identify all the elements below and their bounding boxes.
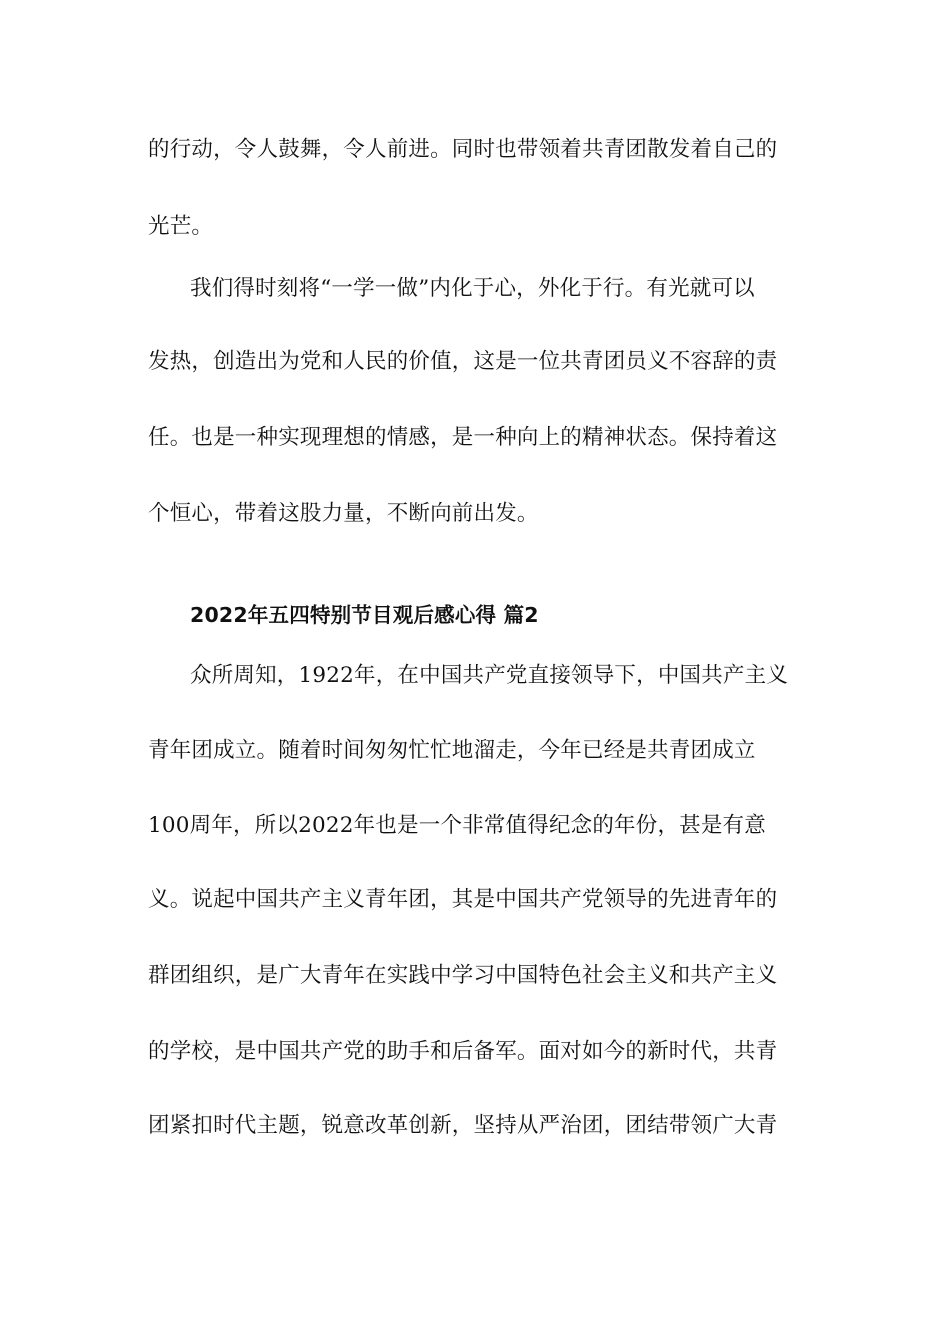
paragraph-line: 我们得时刻将“一学一做”内化于心，外化于行。有光就可以 xyxy=(190,276,755,301)
paragraph-line: 青年团成立。随着时间匆匆忙忙地溜走，今年已经是共青团成立 xyxy=(148,738,756,763)
paragraph-line: 任。也是一种实现理想的情感，是一种向上的精神状态。保持着这 xyxy=(148,425,778,450)
paragraph-line: 义。说起中国共产主义青年团，其是中国共产党领导的先进青年的 xyxy=(148,887,778,912)
section-heading: 2022年五四特别节目观后感心得 篇2 xyxy=(190,603,539,627)
paragraph-line: 团紧扣时代主题，锐意改革创新，坚持从严治团，团结带领广大青 xyxy=(148,1113,778,1138)
paragraph-line: 众所周知，1922年，在中国共产党直接领导下，中国共产主义 xyxy=(190,663,789,688)
paragraph-line: 发热，创造出为党和人民的价值，这是一位共青团员义不容辞的责 xyxy=(148,349,778,374)
paragraph-line: 100周年，所以2022年也是一个非常值得纪念的年份，甚是有意 xyxy=(148,813,766,838)
paragraph-line: 光芒。 xyxy=(148,214,214,239)
paragraph-line: 个恒心，带着这股力量，不断向前出发。 xyxy=(148,501,539,526)
paragraph-line: 群团组织，是广大青年在实践中学习中国特色社会主义和共产主义 xyxy=(148,963,778,988)
paragraph-line: 的行动，令人鼓舞，令人前进。同时也带领着共青团散发着自己的 xyxy=(148,137,778,162)
paragraph-line: 的学校，是中国共产党的助手和后备军。面对如今的新时代，共青 xyxy=(148,1039,778,1064)
